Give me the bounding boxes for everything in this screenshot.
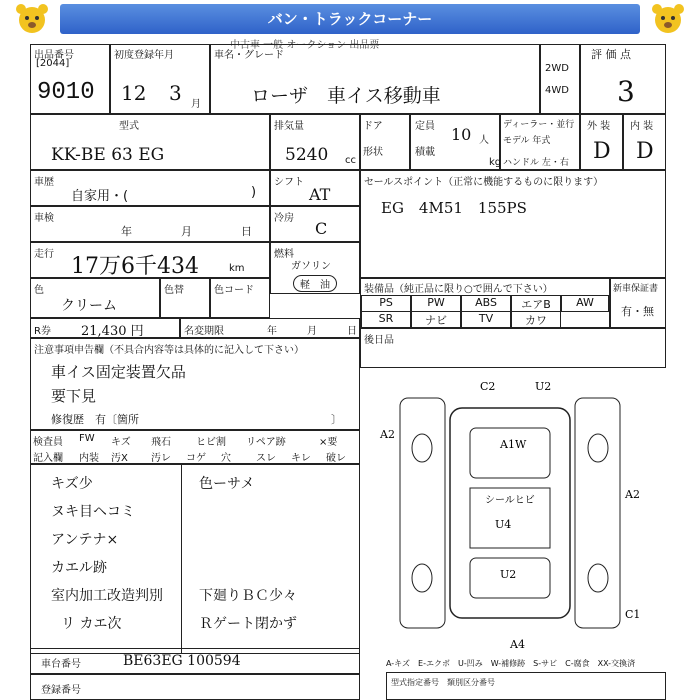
capacity-box: 定員 10 人 積載 kg [410,114,500,170]
shift-box: シフト AT [270,170,360,206]
mileage-box: 走行 17万6千434 km [30,242,270,278]
model-box: 型式 KK-BE 63 EG [30,114,270,170]
svg-text:U2: U2 [535,380,552,393]
banner [0,0,700,40]
banner-title: バン・トラックコーナー [60,4,640,34]
fuel-box: 燃料 ガソリン 軽 油 [270,242,360,294]
svg-text:A2: A2 [625,488,640,501]
notes-box: 注意事項申告欄（不具合内容等は具体的に記入して下さい） 車イス固定装置欠品 要下見 修復歴 有〔箇所 〕 [30,338,360,430]
score-box: 評 価 点 3 [580,44,666,114]
car-name: ローザ 車イス移動車 [251,85,441,107]
chassis-box: 車台番号 BE63EG 100594 [30,648,360,674]
auction-sheet [30,40,666,700]
recycle-box: R券 21,430 円 [30,318,180,338]
svg-text:C1: C1 [625,608,641,621]
name-change-box: 名変期限 年 月 日 [180,318,360,338]
remarks-box: キズ少 ヌキ目ヘコミ アンテナ× カエル跡 室内加工改造判別 リ カエ次 色ーサメ 下廻りＢＣ少々 Ｒゲート閉かず [30,464,360,654]
door-box: ドア 形状 [360,114,410,170]
interior-grade-box: 内 装 D [623,114,666,170]
color-code-box: 色コード [210,278,270,318]
registration-box: 登録番号 [30,674,360,700]
color-change-box: 色替 [160,278,210,318]
exterior-grade-box: 外 装 D [580,114,623,170]
svg-text:シールヒビ: シールヒビ [485,495,535,506]
displacement-box: 排気量 5240 cc [270,114,360,170]
exhibit-number: 9010 [37,79,95,106]
sheet-header: 中古車 一般 オークション 出品票 [230,40,380,51]
warranty-box: 新車保証書 有・無 [610,278,666,328]
bear-mascot-icon [12,2,52,36]
chassis-number: BE63EG 100594 [123,653,241,669]
bear-mascot-icon [648,2,688,36]
model-code: KK-BE 63 EG [51,145,165,165]
footer-box: 型式指定番号 類別区分番号 [386,672,666,700]
ac-box: 冷房 C [270,206,360,242]
score: 3 [617,75,635,108]
category-box: 車歴 自家用・( ) [30,170,270,206]
mileage: 17万6千434 [71,254,199,279]
color-box: 色 クリーム [30,278,160,318]
rear-seat-box: 後日品 [360,328,666,368]
drive-box: 2WD 4WD [540,44,580,114]
exhibit-number-box: 出品番号 [2044] 9010 [30,44,110,114]
inspection-box: 車検 年 月 日 [30,206,270,242]
first-registration-box: 初度登録年月 12 3 月 [110,44,210,114]
vehicle-diagram [360,368,666,654]
svg-text:U4: U4 [495,518,512,531]
sales-point: EG 4M51 155PS [381,199,527,217]
svg-text:A1W: A1W [500,438,527,451]
check-box: 検査員 記入欄 FW キズ 飛石 ヒビ割 リペア跡 ×要 内装 汚X 汚レ コゲ 穴 スレ キレ 破レ [30,430,360,464]
svg-text:C2: C2 [480,380,496,393]
svg-text:U2: U2 [500,568,517,581]
svg-text:A2: A2 [380,428,395,441]
car-name-box: 車名・グレード ローザ 車イス移動車 [210,44,540,114]
legend: A-キズ E-エクボ U-凹み W-補修跡 S-サビ C-腐食 XX-交換済 [386,659,636,668]
svg-text:A4: A4 [510,638,525,651]
sales-point-box: セールスポイント（正常に機能するものに限ります） EG 4M51 155PS [360,170,666,278]
dealer-box: ディーラー・並行 モデル 年式 ハンドル 左・右 [500,114,580,170]
equipment-box: 装備品（純正品に限り○で囲んで下さい） PS PW ABS エアB AW SR ナビ TV カワ [360,278,610,328]
